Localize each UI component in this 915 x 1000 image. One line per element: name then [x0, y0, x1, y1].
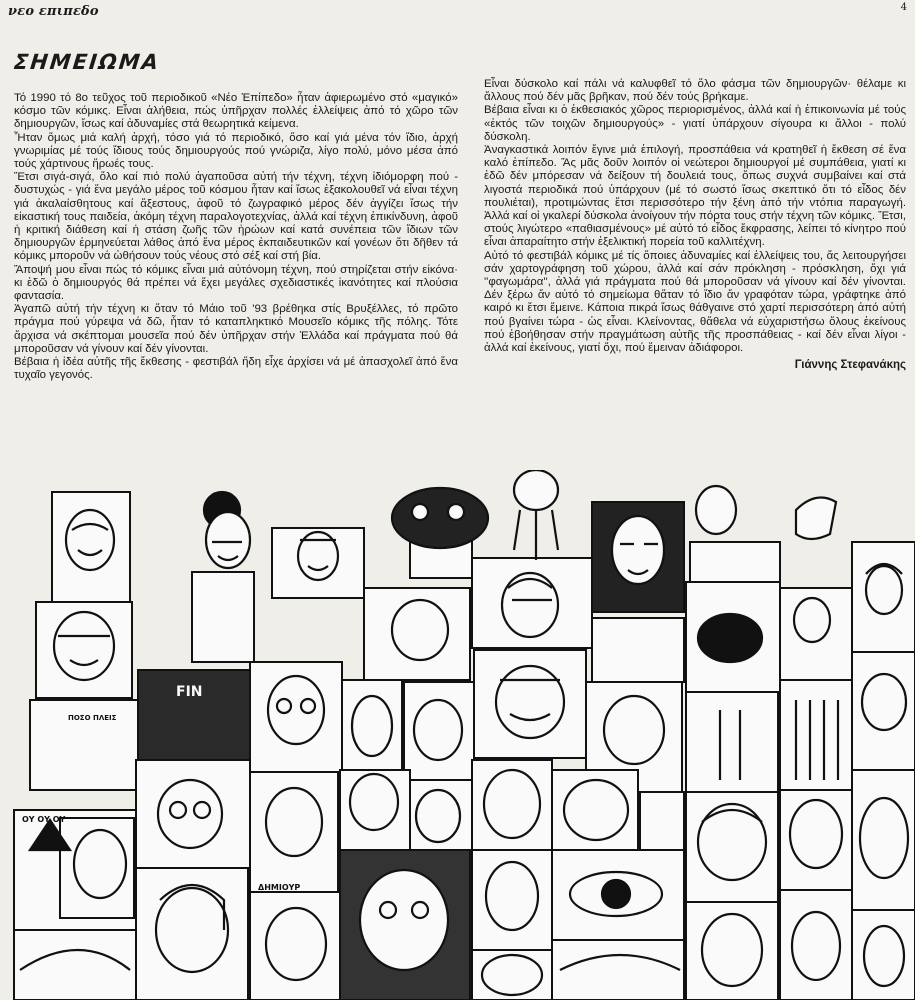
comics-collage [0, 470, 915, 1000]
collage-text-dimiourgos: ΔΗΜΙΟΥΡ [258, 883, 301, 892]
article-right-column [484, 78, 906, 372]
paragraph: Ἄποψή μου εἶναι πώς τό κόμικς εἶναι μιά αὐτόνομη τέχνη, πού στηρίζεται στήν εἰκόνα· κι ἐδῶ ὁ δημιουργός θά πρέπει νά ἔχει μεγάλες σχεδιαστικές ἱκανότητες καί πλούσια φαντασία. [14, 263, 458, 303]
paragraph: Βέβαια εἶναι κι ὁ ἐκθεσιακός χῶρος περιορισμένος, ἀλλά καί ἡ ἐπικοινωνία μέ τούς «ἐκτός τῶν τοιχῶν δημιουργούς» - γιατί ὑπάρχουν σίγουρα κι ἄλλοι - πολύ δύσκολη. [484, 104, 906, 143]
running-head: νεο επιπεδο [8, 4, 99, 19]
paragraph: Αὐτό τό φεστιβάλ κόμικς μέ τίς ὅποιες ἀδυναμίες καί ἐλλείψεις του, ἄς λειτουργήσει σάν χαρτογράφηση τοῦ χώρου, ἀλλά καί σάν πρόκληση - πρόσκληση, ὄχι γιά ''φαγωμάρα'', ἀλλά γιά πράγματα πού θά μποροῦσαν νά γίνουν καί δέν γίνονται. Δέν ξέρω ἄν αὐτό τό σημείωμα θἄταν τό ἴδιο ἄν γραφόταν τώρα, γράφτηκε ἀπό καιρό κι ἔτσι ἔμεινε. Κάποια πικρά ἴσως θάθγαινε στό χαρτί περισσότερη ἀπό αὐτή πού βγαίνει τώρα - ὡς εἶναι. Κλείνοντας, θἄθελα νά εὐχαριστήσω ὅλους ἐκείνους πού ἐβοήθησαν στήν πραγμάτωση αὐτῆς τῆς προσπάθειας - καί δέν εἶναι λίγοι - ἀλλά καί ἐκείνους, γιατί ὄχι, πού ἔμειναν ἀδιάφοροι. [484, 249, 906, 355]
author-signature: Γιάννης Στεφανάκης [794, 359, 906, 372]
article-left-column [14, 92, 458, 382]
collage-text-fin: FIN [176, 684, 203, 700]
paragraph: Ἀναγκαστικά λοιπόν ἔγινε μιά ἐπιλογή, προσπάθεια νά κρατηθεῖ ἡ ἔκθεση σέ ἕνα καλό ἐπίπεδο. Ἄς μᾶς δοῦν λοιπόν οἱ νεώτεροι δημιουργοί μέ συμπάθεια, γιατί κι ἐδῶ δέν μπόρεσαν νά δείξουν τή δουλειά τους, ὅπως συχνά συμβαίνει καί στά λιγοστά περιοδικά πού ὑπάρχουν (μέ τό σωστό ἴσως σκεπτικό ὅτι τό εἶδος δέν πουλιέται), προτιμώντας ἔτσι περισσότερο τήν ξένη ἀπό τήν ντόπια παραγωγή. Ἀλλά καί οἱ γκαλερί δύσκολα ἀνοίγουν τήν πόρτα τους στήν τέχνη τῶν κόμικς. Ἔτσι, στούς λιγώτερο «παθιασμένους» μέ αὐτό τό εἶδος ἔκφρασης, λείπει τό κίνητρο πού εἶναι ἀπαραίτητο στήν ἐξελικτική πορεία τοῦ καλλιτέχνη. [484, 144, 906, 249]
paragraph: Ἦταν ὅμως μιά καλή ἀρχή, τόσο γιά τό περιοδικό, ὅσο καί γιά μένα τόν ἴδιο, ἀρχή γνωριμίας μέ τούς ἴδιους τούς δημιουργούς πού γνώριζα, λίγο πολύ, μόνο μέσα ἀπό τούς χάρτινους ἥρωές τους. [14, 131, 458, 171]
page-number: 4 [900, 2, 907, 13]
article-title: ΣΗΜΕΙΩΜΑ [12, 50, 162, 74]
collage-text-poso: ΠΟΣΟ ΠΛΕΙΣ [68, 714, 117, 722]
paragraph: Ἔτσι σιγά-σιγά, ὅλο καί πιό πολύ ἀγαποῦσα αὐτή τήν τέχνη, τέχνη ἰδιόμορφη πού - δυστυχώς - γιά ἕνα μεγάλο μέρος τοῦ κόσμου ἦταν καί ἴσως ἐξακολουθεῖ νά εἶναι τέχνη γιά ἀκαλαίσθητους καί ἄξεστους, ἀφοῦ τό ζωγραφικό μέρος δέν ἀγγίζει ἴσως τήν εἰκαστική τους παιδεία, ἀκόμη τέχνη παραλογοτεχνίας, ἀλλά καί τέχνη ἐπικίνδυνη, ἀφοῦ ἡ κριτική διάθεση καί ἡ στάση ζωῆς τῶν ἡρώων καί κατά συνέπεια τῶν ἴδιων τῶν δημιουργῶν ἑρμηνεύεται λάθος ἀπό ἕνα μέρος ἐκπαιδευτικῶν καί γονέων ὅτι δῆθεν τά κόμικς μποροῦν νά ὠθήσουν τούς νέους στό σέξ καί στή βία. [14, 171, 458, 263]
collage-text-ou: ΟΥ ΟΥ ΟΥ [22, 815, 66, 824]
paragraph: Βέβαια ἡ ἰδέα αὐτῆς τῆς ἔκθεσης - φεστιβάλ ἤδη εἶχε ἀρχίσει νά μέ ἀπασχολεῖ ἀπό ἕνα τυχαῖο γεγονός. [14, 356, 458, 382]
paragraph: Εἶναι δύσκολο καί πάλι νά καλυφθεῖ τό ὅλο φάσμα τῶν δημιουργῶν· θέλαμε κι ἄλλους πού δέν μᾶς βρῆκαν, πού δέν τούς βρήκαμε. [484, 78, 906, 104]
paragraph: Ἀγαπῶ αὐτή τήν τέχνη κι ὅταν τό Μάιο τοῦ '93 βρέθηκα στίς Βρυξέλλες, τό πρῶτο πράγμα πού γύρεψα νά δῶ, ἦταν τό καταπληκτικό Μουσεῖο κόμικς τῆς πόλης. Τότε ἄρχισα νά σκέπτομαι μουσεῖα πού δέν ὑπῆρχαν στήν Ἑλλάδα καί πράγματα πού θά μποροῦσαν νά γίνουν καί δέν γίνονται. [14, 303, 458, 355]
paragraph: Τό 1990 τό 8ο τεῦχος τοῦ περιοδικοῦ «Νέο Ἐπίπεδο» ἦταν ἀφιερωμένο στό «μαγικό» κόσμο τῶν κόμικς. Εἶναι ἀλήθεια, πώς ὑπῆρχαν πολλές ἐλλείψεις ἀπό τό χῶρο τῶν δημιουργῶν, ἴσως καί ἀδυναμίες στά θεωρητικά κείμενα. [14, 92, 458, 131]
